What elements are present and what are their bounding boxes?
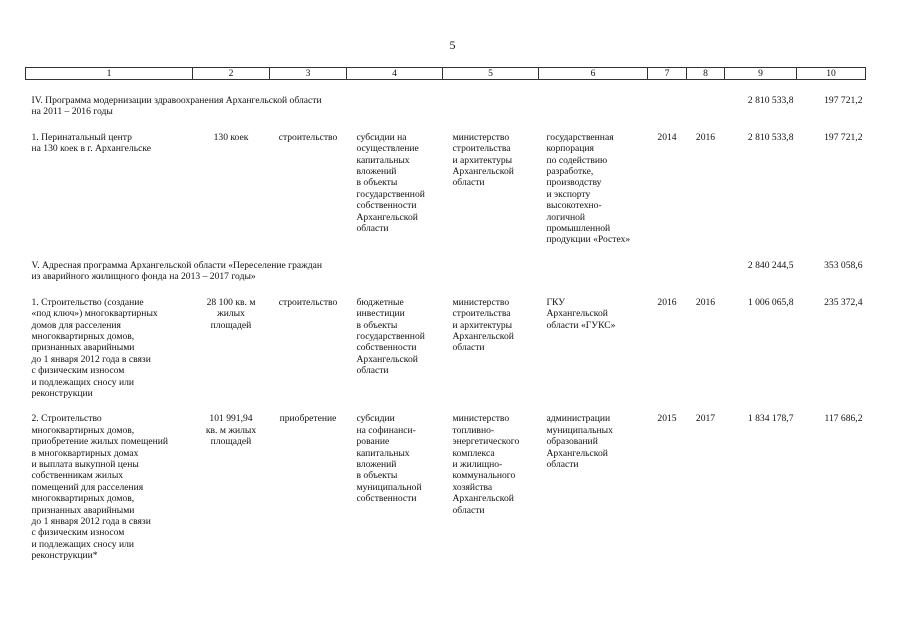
responsible-ministry: министерство строительства и архитектуры Архангельской области [452, 131, 514, 189]
section-total-col9: 2 810 533,8 [747, 95, 794, 106]
value-col10: 197 721,2 [824, 131, 863, 143]
end-year: 2016 [695, 131, 716, 143]
section-title: V. Адресная программа Архангельской области «Переселение граждан из аварийного жилищного фонда на 2013 – 2017 годы» [31, 259, 323, 283]
object-name: 1. Строительство (создание «под ключ») многоквартирных домов для расселения многоквартирных домов, признанных аварийными до 1 января 2012 года в связи с физическим износом и подлежащих сносу или реконструкции [31, 296, 158, 399]
column-number: 1 [26, 68, 193, 80]
responsible-ministry: министерство строительства и архитектуры Архангельской области [452, 296, 514, 354]
column-number: 6 [539, 68, 648, 80]
column-number: 5 [443, 68, 539, 80]
section-title: IV. Программа модернизации здравоохранения Архангельской области на 2011 – 2016 годы [31, 95, 322, 118]
object-capacity: 28 100 кв. м жилых площадей [206, 296, 256, 331]
table-row [26, 283, 866, 400]
investment-type: приобретение [279, 413, 337, 425]
recipient: ГКУ Архангельской области «ГУКС» [546, 296, 616, 331]
start-year: 2016 [657, 296, 677, 308]
value-col9: 2 810 533,8 [747, 131, 794, 143]
value-col10: 235 372,4 [824, 296, 863, 308]
investment-type: строительство [278, 131, 338, 143]
investment-type: строительство [278, 296, 338, 308]
column-number: 3 [270, 68, 347, 80]
column-number: 2 [193, 68, 270, 80]
column-number: 9 [725, 68, 797, 80]
table-row [26, 118, 866, 246]
funding-form: субсидии на осуществление капитальных вложений в объекты государственной собственности Архангельской области [356, 131, 425, 235]
object-name: 2. Строительство многоквартирных домов, приобретение жилых помещений в многоквартирных домах и выплата выкупной цены собственникам жилых помещений для расселения многоквартирных домов, признанных аварийными до 1 января 2012 года в связи с физическим износом и подлежащих сносу или реконструкции* [31, 413, 168, 562]
section-total-col10: 353 058,6 [824, 259, 863, 271]
end-year: 2017 [695, 413, 716, 425]
section-header-row [26, 80, 866, 118]
start-year: 2014 [657, 131, 677, 143]
object-capacity: 101 991,94 кв. м жилых площадей [205, 413, 257, 448]
column-number: 4 [347, 68, 443, 80]
section-total-col9: 2 840 244,5 [747, 259, 794, 271]
recipient: государственная корпорация по содействию разработке, производству и экспорту высокотехно- логичной промышленной продукции «Ростех» [546, 131, 631, 246]
program-table [25, 67, 866, 562]
object-name: 1. Перинатальный центр на 130 коек в г. Архангельске [31, 131, 152, 155]
section-header-row [26, 246, 866, 283]
column-number: 10 [797, 68, 866, 80]
end-year: 2016 [695, 296, 716, 308]
column-number-row [26, 68, 866, 80]
recipient: администрации муниципальных образований Архангельской области [546, 413, 613, 470]
responsible-ministry: министерство топливно- энергетического комплекса и жилищно- коммунального хозяйства Архангельской области [452, 413, 520, 516]
column-number: 8 [687, 68, 725, 80]
value-col10: 117 686,2 [824, 413, 863, 425]
funding-form: бюджетные инвестиции в объекты государственной собственности Архангельской области [356, 296, 425, 377]
page-number: 5 [449, 38, 456, 52]
funding-form: субсидии на софинанси- рование капитальных вложений в объекты муниципальной собственности [356, 413, 422, 505]
value-col9: 1 834 178,7 [747, 413, 794, 425]
value-col9: 1 006 065,8 [747, 296, 794, 308]
column-number: 7 [648, 68, 687, 80]
object-capacity: 130 коек [213, 131, 249, 143]
table-row [26, 399, 866, 561]
section-total-col10: 197 721,2 [824, 95, 863, 106]
start-year: 2015 [657, 413, 677, 425]
